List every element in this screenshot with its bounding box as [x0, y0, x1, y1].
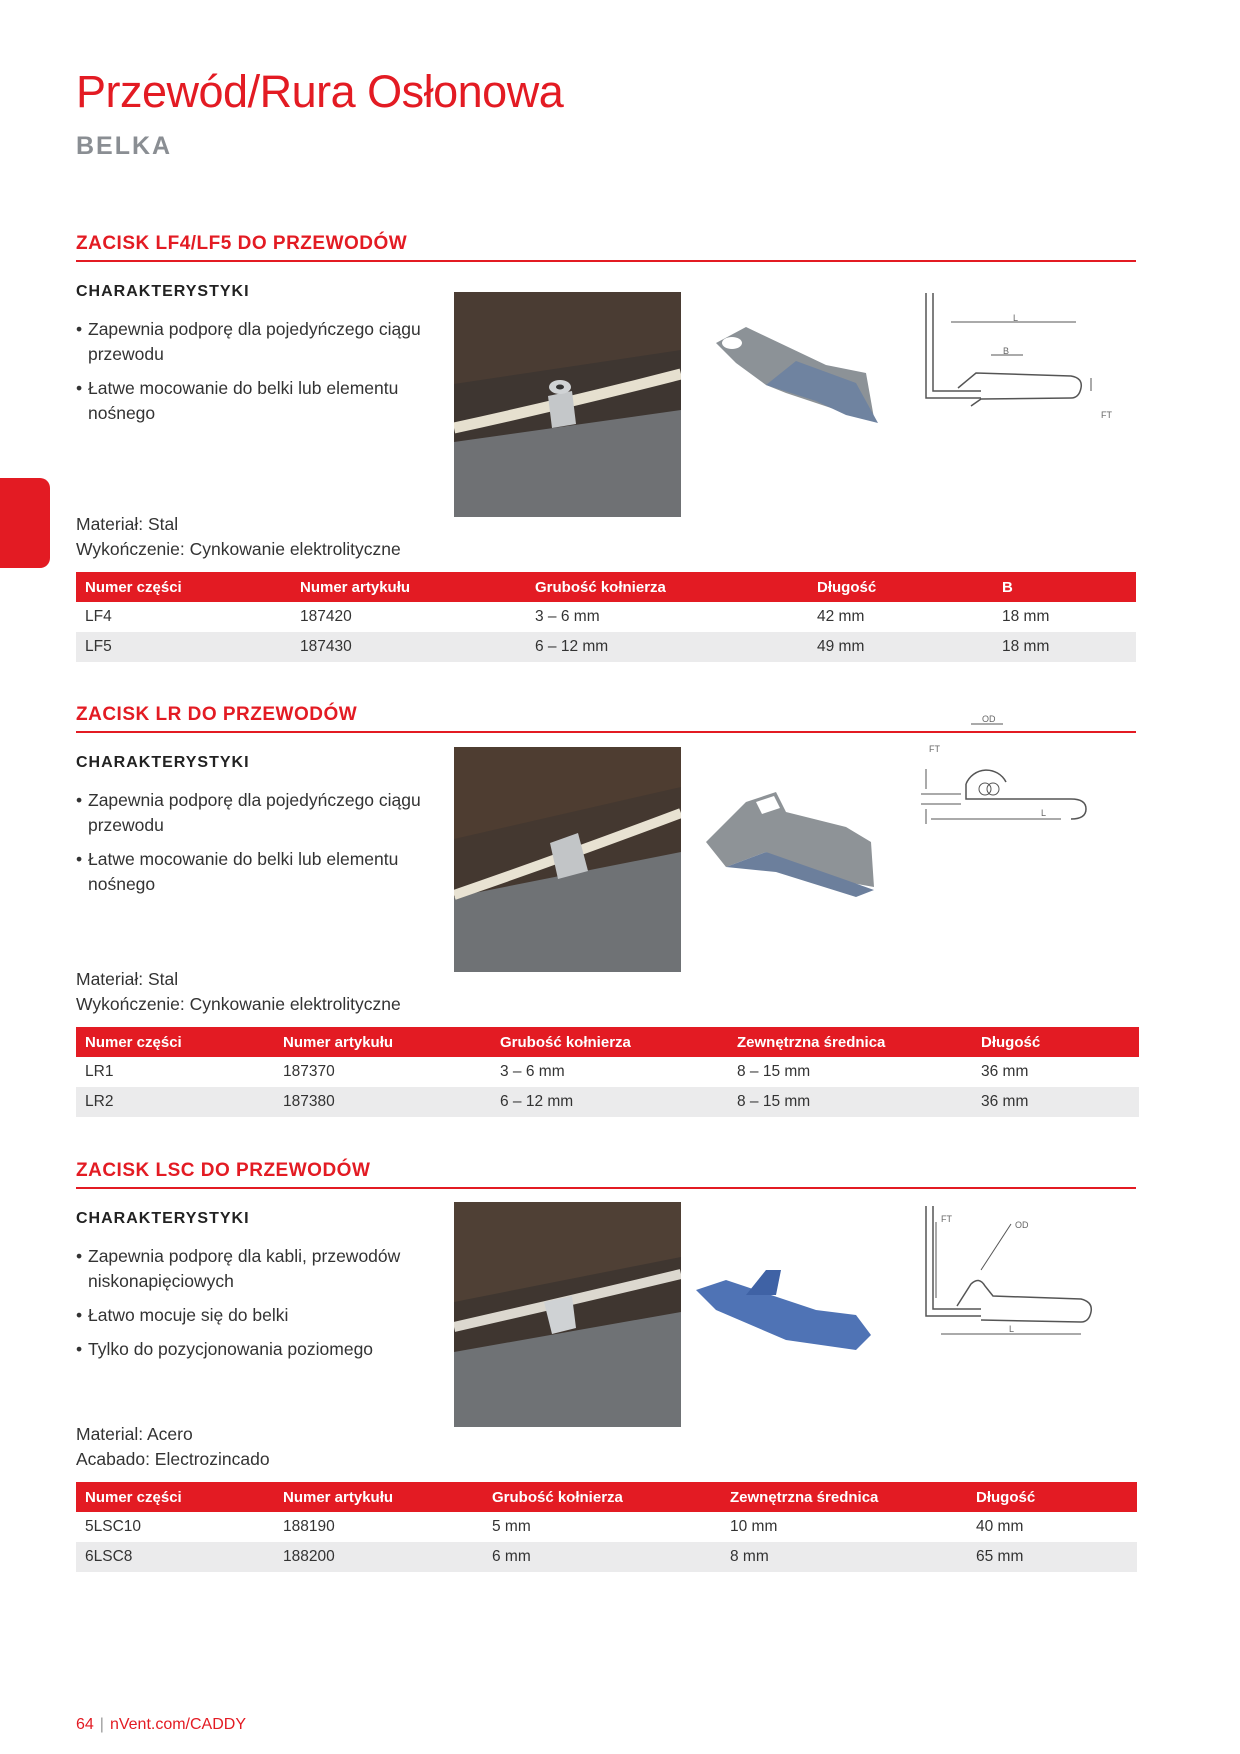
- material-line: Materiał: Stal: [76, 969, 179, 989]
- table-cell: 6LSC8: [76, 1542, 274, 1572]
- section-lf4-lf5: [76, 233, 1136, 673]
- dimension-diagram: [921, 704, 1141, 854]
- section-title: ZACISK LF4/LF5 DO PRZEWODÓW: [76, 233, 408, 254]
- column-header: Zewnętrzna średnica: [728, 1027, 972, 1057]
- table-row: [76, 1512, 1137, 1542]
- finish-line: Acabado: Electrozincado: [76, 1449, 270, 1469]
- column-header: Grubość kołnierza: [491, 1027, 728, 1057]
- section-lsc: [76, 1160, 1136, 1580]
- table-row: [76, 1542, 1137, 1572]
- clip-illustration: [696, 772, 936, 912]
- column-header: Numer artykułu: [291, 572, 526, 602]
- table-cell: 18 mm: [993, 632, 1136, 662]
- photo-illustration: [454, 292, 681, 517]
- table-cell: 5 mm: [492, 1518, 531, 1535]
- photo-illustration: [454, 1202, 681, 1427]
- table-cell: 49 mm: [808, 632, 993, 662]
- photo-illustration: [454, 747, 681, 972]
- table-cell: 187430: [291, 632, 526, 662]
- table-cell: 188200: [274, 1542, 483, 1572]
- diagram-label: L: [1041, 808, 1047, 818]
- footer-separator: |: [99, 1716, 104, 1733]
- feature-list: [76, 317, 436, 435]
- page-footer: [76, 1716, 246, 1734]
- spec-table: [76, 1482, 1137, 1572]
- material-line: Material: Acero: [76, 1424, 193, 1444]
- clip-product-image: [696, 1240, 936, 1380]
- table-cell: 187380: [274, 1087, 491, 1117]
- section-divider: [76, 260, 1136, 262]
- characteristics-heading: CHARAKTERYSTYKI: [76, 283, 250, 300]
- diagram-drawing: [921, 1204, 1141, 1354]
- table-header-row: [76, 1482, 1137, 1512]
- feature-item: • Zapewnia podporę dla kabli, przewodów niskonapięciowych: [76, 1244, 436, 1294]
- table-cell: 40 mm: [976, 1518, 1024, 1535]
- table-cell: 65 mm: [967, 1542, 1137, 1572]
- spec-table: [76, 572, 1136, 662]
- material-info: [76, 967, 401, 1017]
- page-subtitle: BELKA: [76, 132, 173, 160]
- table-cell: 3 – 6 mm: [500, 1063, 565, 1080]
- table-row: [76, 632, 1136, 662]
- table-row: [76, 1057, 1139, 1087]
- table-cell: 187370: [283, 1063, 335, 1080]
- column-header: Zewnętrzna średnica: [721, 1482, 967, 1512]
- table-cell: 3 – 6 mm: [535, 608, 600, 625]
- table-cell: LR1: [85, 1063, 114, 1080]
- clip-illustration: [696, 1240, 936, 1380]
- footer-link[interactable]: nVent.com/CADDY: [109, 1716, 247, 1733]
- characteristics-heading: CHARAKTERYSTYKI: [76, 1210, 250, 1227]
- material-info: [76, 512, 401, 562]
- table-cell: 36 mm: [981, 1063, 1029, 1080]
- diagram-label: L: [1013, 313, 1019, 323]
- page-number: 64: [76, 1716, 94, 1733]
- table-cell: 42 mm: [817, 608, 865, 625]
- diagram-label: FT: [929, 744, 940, 754]
- finish-line: Wykończenie: Cynkowanie elektrolityczne: [76, 994, 401, 1014]
- feature-list: [76, 788, 436, 906]
- column-header: Długość: [967, 1482, 1137, 1512]
- diagram-label: FT: [1101, 410, 1112, 420]
- table-cell: 10 mm: [730, 1518, 778, 1535]
- table-cell: 5LSC10: [85, 1518, 142, 1535]
- table-cell: 8 – 15 mm: [728, 1087, 972, 1117]
- column-header: Numer artykułu: [274, 1482, 483, 1512]
- diagram-drawing: [921, 704, 1141, 854]
- section-title: ZACISK LSC DO PRZEWODÓW: [76, 1160, 371, 1181]
- finish-line: Wykończenie: Cynkowanie elektrolityczne: [76, 539, 401, 559]
- table-cell: LF4: [85, 608, 112, 625]
- clip-product-image: [696, 313, 936, 453]
- feature-item: • Łatwe mocowanie do belki lub elementu nośnego: [76, 376, 436, 426]
- diagram-label: B: [1003, 346, 1010, 356]
- column-header: B: [993, 572, 1136, 602]
- column-header: Długość: [972, 1027, 1139, 1057]
- material-info: [76, 1422, 270, 1472]
- table-header-row: [76, 572, 1136, 602]
- column-header: Grubość kołnierza: [483, 1482, 721, 1512]
- dimension-diagram: [921, 288, 1141, 438]
- clip-illustration: [696, 313, 936, 453]
- table-cell: 6 mm: [483, 1542, 721, 1572]
- table-cell: LR2: [76, 1087, 274, 1117]
- dimension-diagram: [921, 1204, 1141, 1354]
- table-cell: 36 mm: [972, 1087, 1139, 1117]
- diagram-label: OD: [1015, 1220, 1029, 1230]
- diagram-label: FT: [941, 1214, 952, 1224]
- material-line: Materiał: Stal: [76, 514, 179, 534]
- diagram-label: OD: [982, 714, 996, 724]
- column-header: Numer części: [76, 1027, 274, 1057]
- column-header: Grubość kołnierza: [526, 572, 808, 602]
- feature-item: • Zapewnia podporę dla pojedyńczego ciągu przewodu: [76, 317, 436, 367]
- side-tab-marker: [0, 478, 50, 568]
- characteristics-heading: CHARAKTERYSTYKI: [76, 754, 250, 771]
- table-row: [76, 602, 1136, 632]
- table-cell: 6 – 12 mm: [526, 632, 808, 662]
- column-header: Numer artykułu: [274, 1027, 491, 1057]
- table-cell: 187420: [300, 608, 352, 625]
- feature-item: • Łatwe mocowanie do belki lub elementu nośnego: [76, 847, 436, 897]
- column-header: Numer części: [76, 1482, 274, 1512]
- product-photo: [454, 747, 681, 972]
- product-photo: [454, 292, 681, 517]
- table-cell: 8 – 15 mm: [737, 1063, 811, 1080]
- table-row: [76, 1087, 1139, 1117]
- table-cell: LF5: [76, 632, 291, 662]
- feature-list: [76, 1244, 436, 1371]
- diagram-label: L: [1009, 1324, 1015, 1334]
- table-cell: 18 mm: [1002, 608, 1050, 625]
- section-title: ZACISK LR DO PRZEWODÓW: [76, 704, 358, 725]
- clip-product-image: [696, 772, 936, 912]
- table-cell: 8 mm: [721, 1542, 967, 1572]
- feature-item: • Zapewnia podporę dla pojedyńczego ciągu przewodu: [76, 788, 436, 838]
- section-divider: [76, 1187, 1136, 1189]
- table-cell: 6 – 12 mm: [491, 1087, 728, 1117]
- product-photo: [454, 1202, 681, 1427]
- column-header: Numer części: [76, 572, 291, 602]
- feature-item: • Łatwo mocuje się do belki: [76, 1303, 436, 1328]
- page-title: Przewód/Rura Osłonowa: [76, 66, 564, 117]
- feature-item: • Tylko do pozycjonowania poziomego: [76, 1337, 436, 1362]
- column-header: Długość: [808, 572, 993, 602]
- diagram-drawing: [921, 288, 1141, 438]
- table-cell: 188190: [283, 1518, 335, 1535]
- spec-table: [76, 1027, 1139, 1117]
- section-lr: [76, 704, 1136, 1124]
- table-header-row: [76, 1027, 1139, 1057]
